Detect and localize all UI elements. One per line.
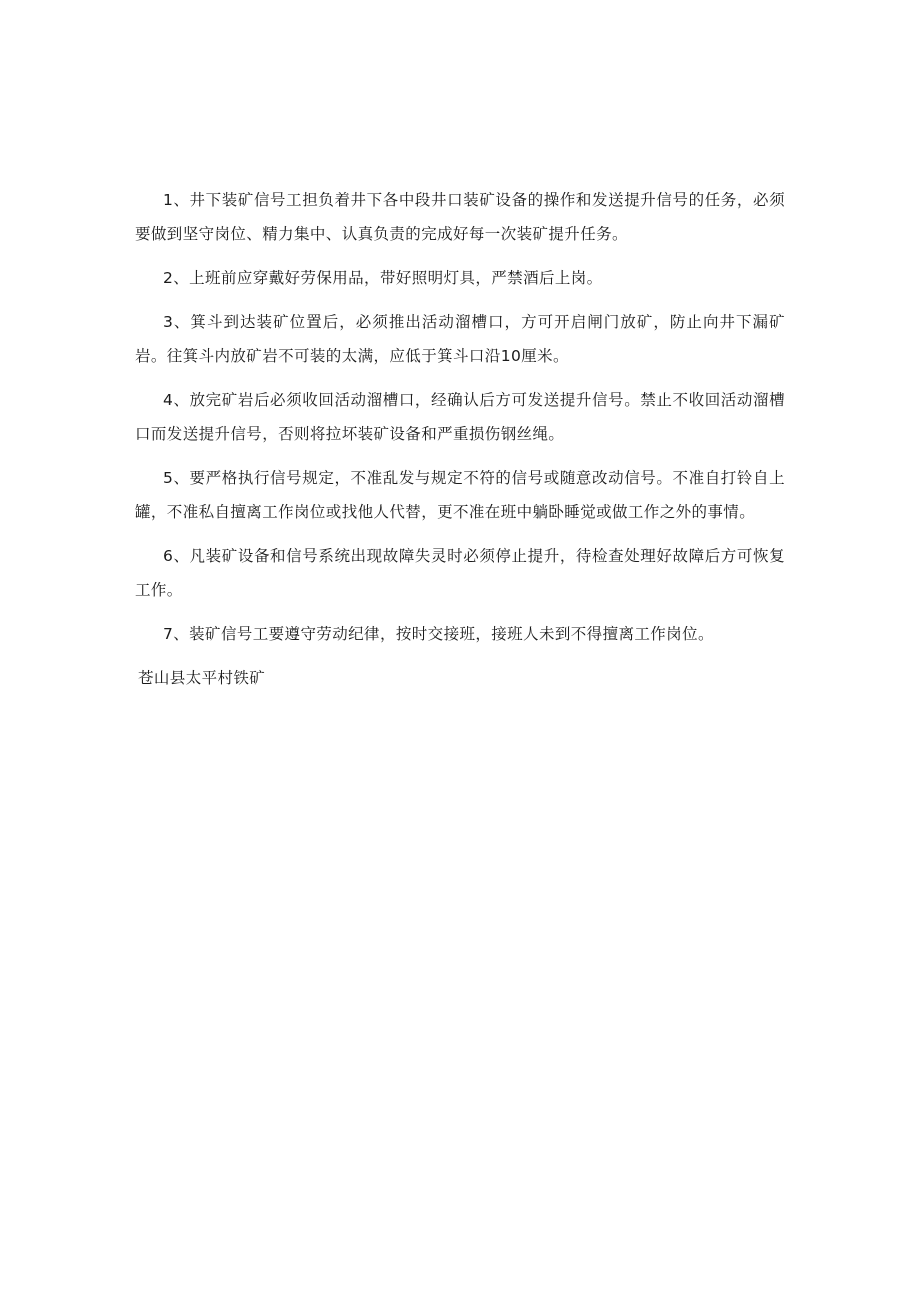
paragraph-2: 2、上班前应穿戴好劳保用品，带好照明灯具，严禁酒后上岗。 [163,269,603,287]
document-body [135,183,785,695]
paragraph-1: 1、井下装矿信号工担负着井下各中段井口装矿设备的操作和发送提升信号的任务，必须要做到坚守岗位、精力集中、认真负责的完成好每一次装矿提升任务。 [135,191,785,243]
paragraph-3: 3、箕斗到达装矿位置后，必须推出活动溜槽口，方可开启闸门放矿，防止向井下漏矿岩。往箕斗内放矿岩不可装的太满，应低于箕斗口沿10厘米。 [135,313,785,365]
paragraph-6: 6、凡装矿设备和信号系统出现故障失灵时必须停止提升，待检查处理好故障后方可恢复工作。 [135,547,785,599]
paragraph-5: 5、要严格执行信号规定，不准乱发与规定不符的信号或随意改动信号。不准自打铃自上罐，不准私自擅离工作岗位或找他人代替，更不准在班中躺卧睡觉或做工作之外的事情。 [135,469,785,521]
paragraph-7: 7、装矿信号工要遵守劳动纪律，按时交接班，接班人未到不得擅离工作岗位。 [163,625,714,643]
organization-signature: 苍山县太平村铁矿 [138,669,266,687]
paragraph-4: 4、放完矿岩后必须收回活动溜槽口，经确认后方可发送提升信号。禁止不收回活动溜槽口而发送提升信号，否则将拉坏装矿设备和严重损伤钢丝绳。 [135,391,785,443]
